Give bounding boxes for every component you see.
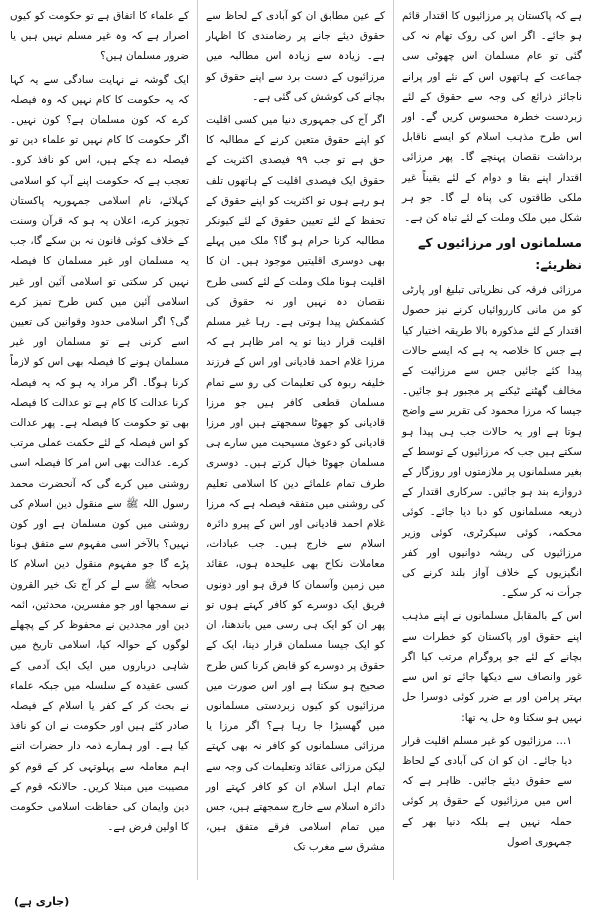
- paragraph: کے علماء کا اتفاق ہے تو حکومت کو کیوں اصرار ہے کہ وہ غیر مسلم نہیں ہیں یا ضرور مسلمان ہیں؟: [10, 10, 189, 63]
- paragraph: ایک گوشہ نے نہایت سادگی سے یہ کہا کہ یہ حکومت کا کام نہیں کہ وہ فیصلہ کرے کہ کون مسلمان ہے؟ کون نہیں۔ اگر حکومت کا کام نہیں تو علماء دین تو فیصلہ دے چکے ہیں، اس کو نافذ کرو۔ تعجب ہے کہ حکومت اپنے آپ کو اسلامی کہلائے، نام اسلامی جمہوریہ پاکستان تجویز کرے، اعلان یہ ہو کہ قرآن وسنت کے خلاف کوئی قانون نہ بن سکے گا، جب یہ مسلمان اور غیر مسلمان کا فیصلہ نہیں کر سکتی تو اسلامی آئین اور غیر اسلامی آئین میں کس طرح تمیز کرے گی؟ اگر اسلامی حدود وقوانین کی تعیین اسے کرنی ہے تو مسلمان اور غیر مسلمان ہونے کا فیصلہ بھی اس کو لازماً کرنا ہوگا۔ اگر مراد یہ ہو کہ یہ فیصلہ کرنا عدالت کا کام ہے تو عدالت کا فیصلہ بھی تو حکومت کا فیصلہ ہے۔ پھر عدالت کو اس فیصلہ کے لئے حکمت عملی مرتب کرے۔ عدالت بھی اس امر کا فیصلہ اسی روشنی میں کرے گی کہ آنحضرت محمد رسول اللہ ﷺ سے منقول دین اسلام کی روشنی میں کون مسلمان ہے اور کون نہیں؟ بالآخر اسی مفہوم سے متفق ہونا پڑے گا جو مفہوم منقول دین اسلام کا صحابہ ﷺ سے لے کر آج تک خیر القرون نے سمجھا اور جو مفسرین، محدثین، ائمہ دین اور مجددین نے محفوظ کر کے پچھلے لوگوں کے حوالہ کیا، اسلامی تاریخ میں شاہی درباروں میں ایک ایک آدمی کے کسی عقیدہ کے سلسلہ میں جبکہ علماء نے بحث کر کے کفر یا اسلام کے فیصلہ صادر کئے ہیں اور حکومت نے ان کو نافذ کیا ہے۔ اور ہمارے ذمہ دار حضرات اتنے اہم معاملہ سے پہلوتہی کر کے قوم کو مصیبت میں مبتلا کریں۔ حالانکہ قوم کے دین وایمان کی حفاظت اسلامی حکومت کا اولین فرض ہے۔: [10, 73, 189, 834]
- paragraph: مرزائی فرقہ کی نظریاتی تبلیغ اور پارٹی کو من مانی کارروائیاں کرنے نیز حصول اقتدار کے لئے مذکورہ بالا طریقہ اختیار کیا ہے جس کا خلاصہ یہ ہے کہ ایسے حالات پیدا کئے جائیں جس سے مرزائیت کے مخالف گھٹنے ٹیکنے پر مجبور ہو جائیں۔ جیسا کہ مرزا محمود کی تقریر سے واضح ہوتا ہے اور یہ حالات جب ہی پیدا ہو سکتے ہیں جب کہ مرزائیوں کے توسط کے بغیر مسلمانوں پر ملازمتوں اور روزگار کے دروازے بند ہو جائیں۔ سرکاری اقتدار کے ذریعہ مسلمانوں کو دبا دیا جائے۔ کوئی محکمہ، کوئی سیکرٹری، کوئی وزیر مرزائیوں کی ریشہ دوانیوں اور کفر انگیزیوں کے خلاف آواز بلند کرنے کی جرأت نہ کر سکے۔: [402, 284, 582, 600]
- column-right: [394, 0, 590, 880]
- paragraph: اس کے بالمقابل مسلمانوں نے اپنے مذہب اپنے حقوق اور پاکستان کو خطرات سے بچانے کے لئے جو پروگرام مرتب کیا اگر غور وانصاف سے دیکھا جائے تو اس سے بہتر پرامن اور بے ضرر کوئی دوسرا حل نہیں ہو سکتا وہ حل یہ تھا:: [402, 610, 582, 724]
- continued-note: (جاری ہے): [14, 895, 70, 908]
- paragraph: ہے کہ پاکستان پر مرزائیوں کا اقتدار قائم ہو جائے۔ اگر اس کی روک تھام نہ کی گئی تو عام مسلمان اس چھوٹی سی جماعت کے ہاتھوں اس کے نئے اور پرانے ناجائز ذرائع کی وجہ سے حقوق کے لئے زبردست خطرہ محسوس کریں گے۔ اور اس طرح مذہب اسلام کو ایسے ناقابل برداشت نقصان پہنچے گا۔ پھر مرزائی اقتدار اپنے بقا و دوام کے لئے یقیناً غیر ملکی طاقتوں کی پناہ لے گا۔ جو ہر شکل میں ملک وملت کے لئے تباہ کن ہے۔: [402, 10, 582, 225]
- quoted-demand: ۱… مرزائیوں کو غیر مسلم اقلیت قرار دیا جائے۔ ان کو ان کی آبادی کے لحاظ سے حقوق دیئے جائیں۔ ظاہر ہے کہ اس میں مرزائیوں کے حقوق پر کوئی حملہ نہیں ہے بلکہ دنیا بھر کے جمہوری اصول: [402, 734, 572, 848]
- column-middle: [198, 0, 394, 880]
- paragraph: کے عین مطابق ان کو آبادی کے لحاظ سے حقوق دیئے جانے پر رضامندی کا اظہار ہے۔ زیادہ سے زیادہ اس مطالبہ میں مرزائیوں کے دست برد سے اپنے حقوق کو بچانے کی کوشش کی گئی ہے۔: [206, 10, 385, 103]
- paragraph: اگر آج کی جمہوری دنیا میں کسی اقلیت کو اپنے حقوق متعین کرنے کے مطالبہ کا حق ہے تو جب ۹۹ فیصدی اکثریت کے حقوق ایک فیصدی اقلیت کے ہاتھوں تلف ہو رہے ہوں تو اکثریت کو اپنے حقوق کے تحفظ کے لئے تعیین حقوق کے لئے کیونکر مطالبہ کرنا حرام ہو گا؟ ملک میں پہلے بھی دوسری اقلیتیں موجود ہیں۔ ان کا اقلیت ہونا ملک وملت کے لئے کسی طرح نقصان دہ نہیں اور نہ حقوق کی کشمکش پیدا ہوتی ہے۔ رہا غیر مسلم اقلیت قرار دینا تو یہ امر ظاہر ہے کہ مرزا غلام احمد قادیانی اور اس کے فرزند خلیفہ ربوہ کی تعلیمات کی رو سے تمام مسلمان قطعی کافر ہیں جو مرزا قادیانی کو جھوٹا سمجھتے ہیں اور مرزا قادیانی کو دعویٰ مسیحیت میں سارے ہی مسلمان جھوٹا خیال کرتے ہیں۔ دوسری طرف تمام علمائے دین کا اسلامی تعلیم کی روشنی میں متفقہ فیصلہ ہے کہ مرزا غلام احمد قادیانی اور اس کے پیرو دائرہ اسلام سے خارج ہیں۔ جب عبادات، معاملات نکاح بھی علیحدہ ہوں، عقائد میں زمین وآسمان کا فرق ہو اور دونوں فریق ایک دوسرے کو کافر کہتے ہوں تو پھر ان کو ایک ہی رسی میں باندھنا، ان کو ایک جیسا مسلمان قرار دینا، ایک کے حقوق پر دوسرے کو قابض کرنا کس طرح صحیح ہو سکتا ہے اور اس صورت میں مرزائیوں کو کیوں زبردستی مسلمانوں میں گھسیڑا جا رہا ہے؟ اگر مرزا یا مرزائی مسلمانوں کو کافر نہ بھی کہتے لیکن مرزائی عقائد وتعلیمات کی وجہ سے تمام اہل اسلام ان کو کافر کہتے اور دائرہ اسلام سے خارج سمجھتے ہیں، جس میں تمام اسلامی فرقے متفق ہیں، مشرق سے مغرب تک: [206, 114, 385, 854]
- section-heading: مسلمانوں اور مرزائیوں کے نظریئے:: [417, 235, 582, 273]
- column-left: [2, 0, 198, 880]
